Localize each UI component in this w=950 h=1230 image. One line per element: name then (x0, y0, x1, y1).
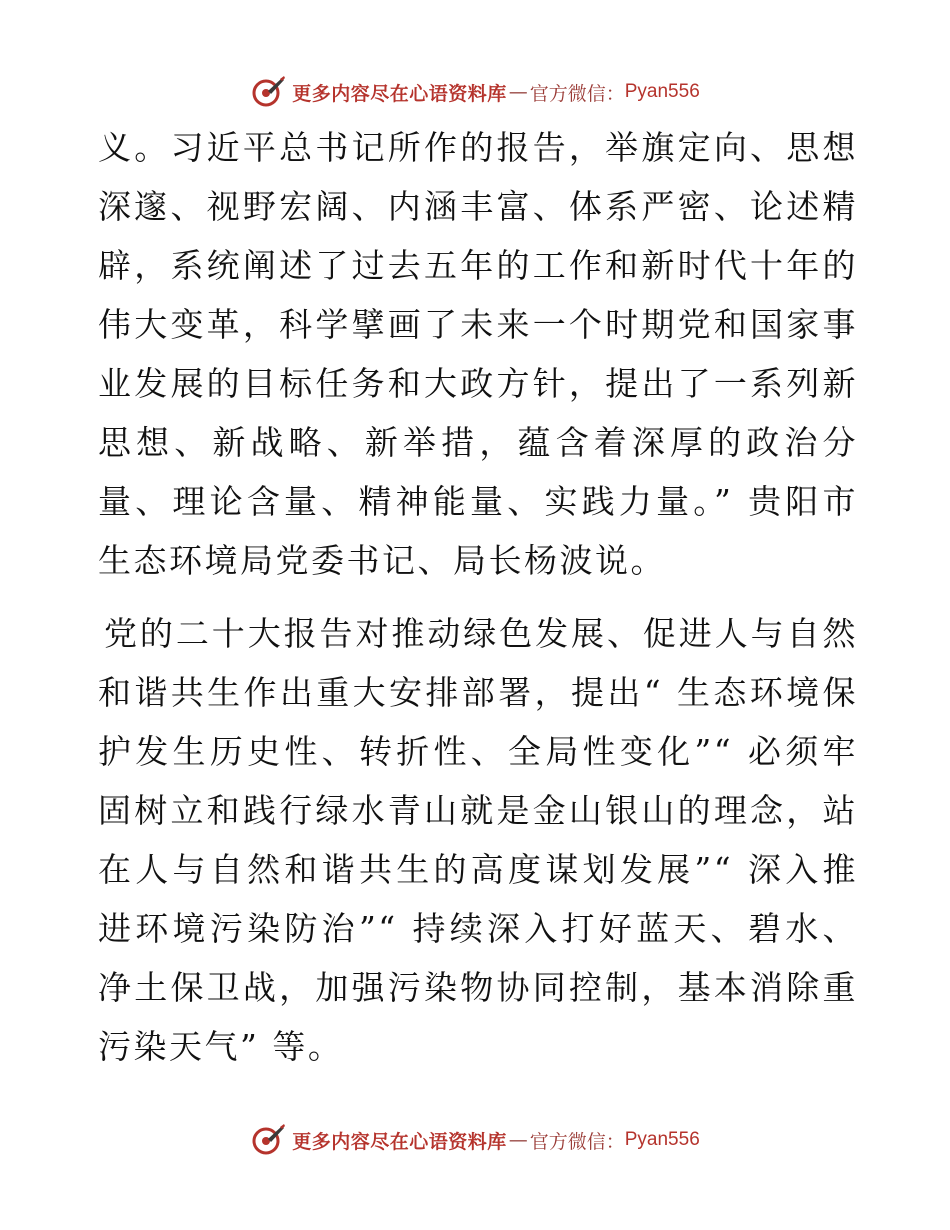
banner-wechat-label: 官方微信： (529, 1130, 625, 1153)
paragraph-2: 党的二十大报告对推动绿色发展、促进人与自然和谐共生作出重大安排部署，提出“ 生态环境保护发生历史性、转折性、全局性变化”“ 必须牢固树立和践行绿水青山就是金山银山的理念，站在人与自然和谐共生的高度谋划发展”“ 深入推进环境污染防治”“ 持续深入打好蓝天、碧水、净土保卫战，加强污染物协同控制，基本消除重污染天气” 等。 (98, 614, 858, 1066)
footer-watermark-banner (0, 1120, 950, 1160)
document-body (98, 118, 858, 1076)
banner-dash: — (508, 1129, 528, 1151)
banner-wechat-id: Pyan556 (624, 81, 700, 102)
pen-nib-logo-icon (250, 1122, 286, 1158)
banner-wechat-label: 官方微信： (529, 82, 625, 105)
header-watermark-banner (0, 72, 950, 112)
pen-nib-logo-icon (250, 74, 286, 110)
banner-wechat-id: Pyan556 (624, 1129, 700, 1150)
banner-brand-text: 更多内容尽在心语资料库 (292, 1130, 507, 1153)
paragraph-1: 义。习近平总书记所作的报告，举旗定向、思想深邃、视野宏阔、内涵丰富、体系严密、论述精辟，系统阐述了过去五年的工作和新时代十年的伟大变革，科学擘画了未来一个时期党和国家事业发展的目标任务和大政方针，提出了一系列新思想、新战略、新举措，蕴含着深厚的政治分量、理论含量、精神能量、实践力量。” 贵阳市生态环境局党委书记、局长杨波说。 (98, 128, 858, 580)
banner-dash: — (508, 81, 528, 103)
banner-brand-text: 更多内容尽在心语资料库 (292, 82, 507, 105)
